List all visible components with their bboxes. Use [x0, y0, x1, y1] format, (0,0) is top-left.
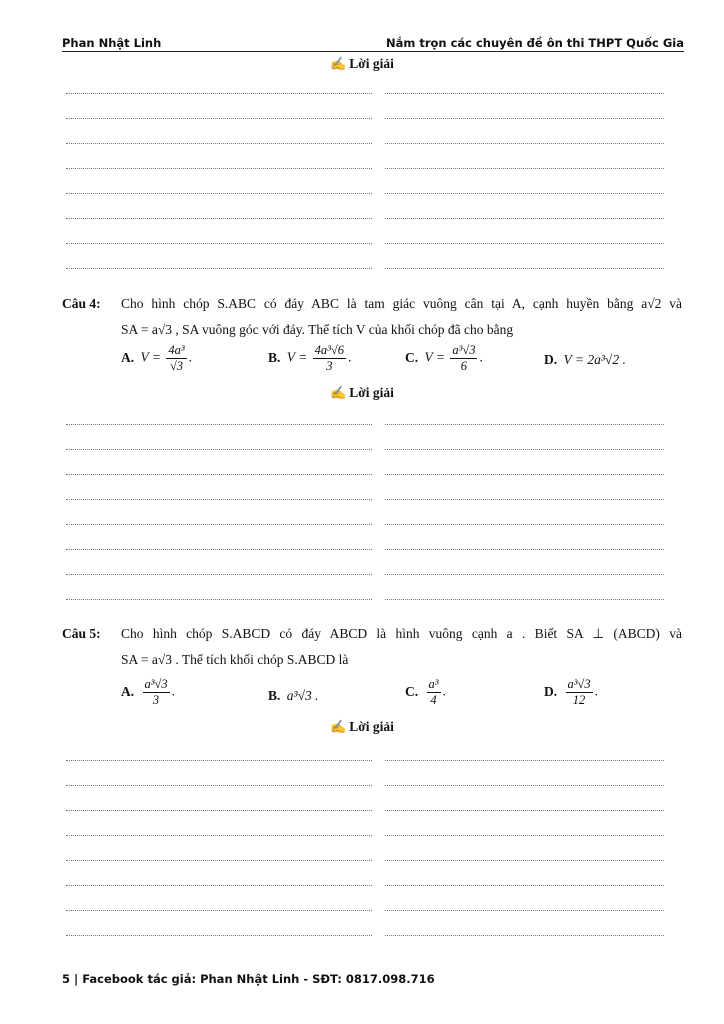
solution-heading [0, 385, 724, 401]
option-text: V = 2a³√2 . [563, 352, 626, 367]
option-fraction: $\frac{\text{4a³√6}}{3}$ [314, 343, 344, 373]
option-fraction: $\frac{\text{a³√3}}{3}$ [144, 677, 168, 707]
option-fraction: $\frac{\text{4a³}}{√3}$ [168, 343, 185, 373]
option-c: C. $\frac{\text{a³}}{4}$ . [405, 677, 446, 707]
option-prefix: V = [424, 349, 445, 365]
page-header [62, 34, 684, 52]
option-prefix: V = [140, 349, 161, 365]
option-fraction: $\frac{\text{a³√3}}{12}$ [567, 677, 591, 707]
question-text-line-1: Cho hình chóp S.ABC có đáy ABC là tam giác vuông cân tại A, cạnh huyền bằng a√2 và [121, 296, 682, 311]
option-key: A. [121, 683, 135, 699]
option-fraction: $\frac{\text{a³}}{4}$ [428, 677, 439, 707]
page-footer: 5 | Facebook tác giả: Phan Nhật Linh - SĐT: 0817.098.716 [62, 972, 435, 986]
question-text-line-2: SA = a√3 . Thể tích khối chóp S.ABCD là [121, 652, 349, 667]
solution-heading [0, 56, 724, 72]
option-b: B. V = $\frac{\text{4a³√6}}{3}$ . [268, 343, 352, 373]
header-title: Nắm trọn các chuyên đề ôn thi THPT Quốc Gia [385, 36, 684, 50]
option-a: A. $\frac{\text{a³√3}}{3}$ . [121, 677, 175, 707]
question-number: Câu 5: [62, 626, 101, 641]
option-key: A. [121, 349, 135, 365]
option-b [268, 688, 318, 704]
header-author: Phan Nhật Linh [62, 36, 162, 50]
option-prefix: V = [286, 349, 308, 365]
option-key: B. [268, 349, 281, 365]
solution-label: Lời giải [349, 385, 394, 400]
question-text-line-2: SA = a√3 , SA vuông góc với đáy. Thể tích V của khối chóp đã cho bằng [121, 322, 514, 337]
option-a: A. V = $\frac{\text{4a³}}{√3}$ . [121, 343, 192, 373]
option-key: B. [268, 688, 281, 703]
question-number: Câu 4: [62, 296, 101, 311]
solution-label: Lời giải [349, 719, 394, 734]
option-key: C. [405, 683, 419, 699]
option-key: C. [405, 349, 419, 365]
pen-writing-icon: ✍ [330, 385, 347, 400]
solution-heading [0, 719, 724, 735]
option-fraction: $\frac{\text{a³√3}}{6}$ [452, 343, 476, 373]
header-divider [62, 51, 684, 52]
option-d: D. $\frac{\text{a³√3}}{12}$ . [544, 677, 598, 707]
option-c: C. V = $\frac{\text{a³√3}}{6}$ . [405, 343, 483, 373]
solution-label: Lời giải [349, 56, 394, 71]
option-text: a³√3 . [286, 688, 319, 703]
pen-writing-icon: ✍ [330, 56, 347, 71]
pen-writing-icon: ✍ [330, 719, 347, 734]
option-key: D. [544, 683, 558, 699]
option-key: D. [544, 352, 558, 367]
question-text-line-1: Cho hình chóp S.ABCD có đáy ABCD là hình vuông cạnh a . Biết SA ⊥ (ABCD) và [121, 626, 682, 641]
option-d [544, 352, 626, 368]
